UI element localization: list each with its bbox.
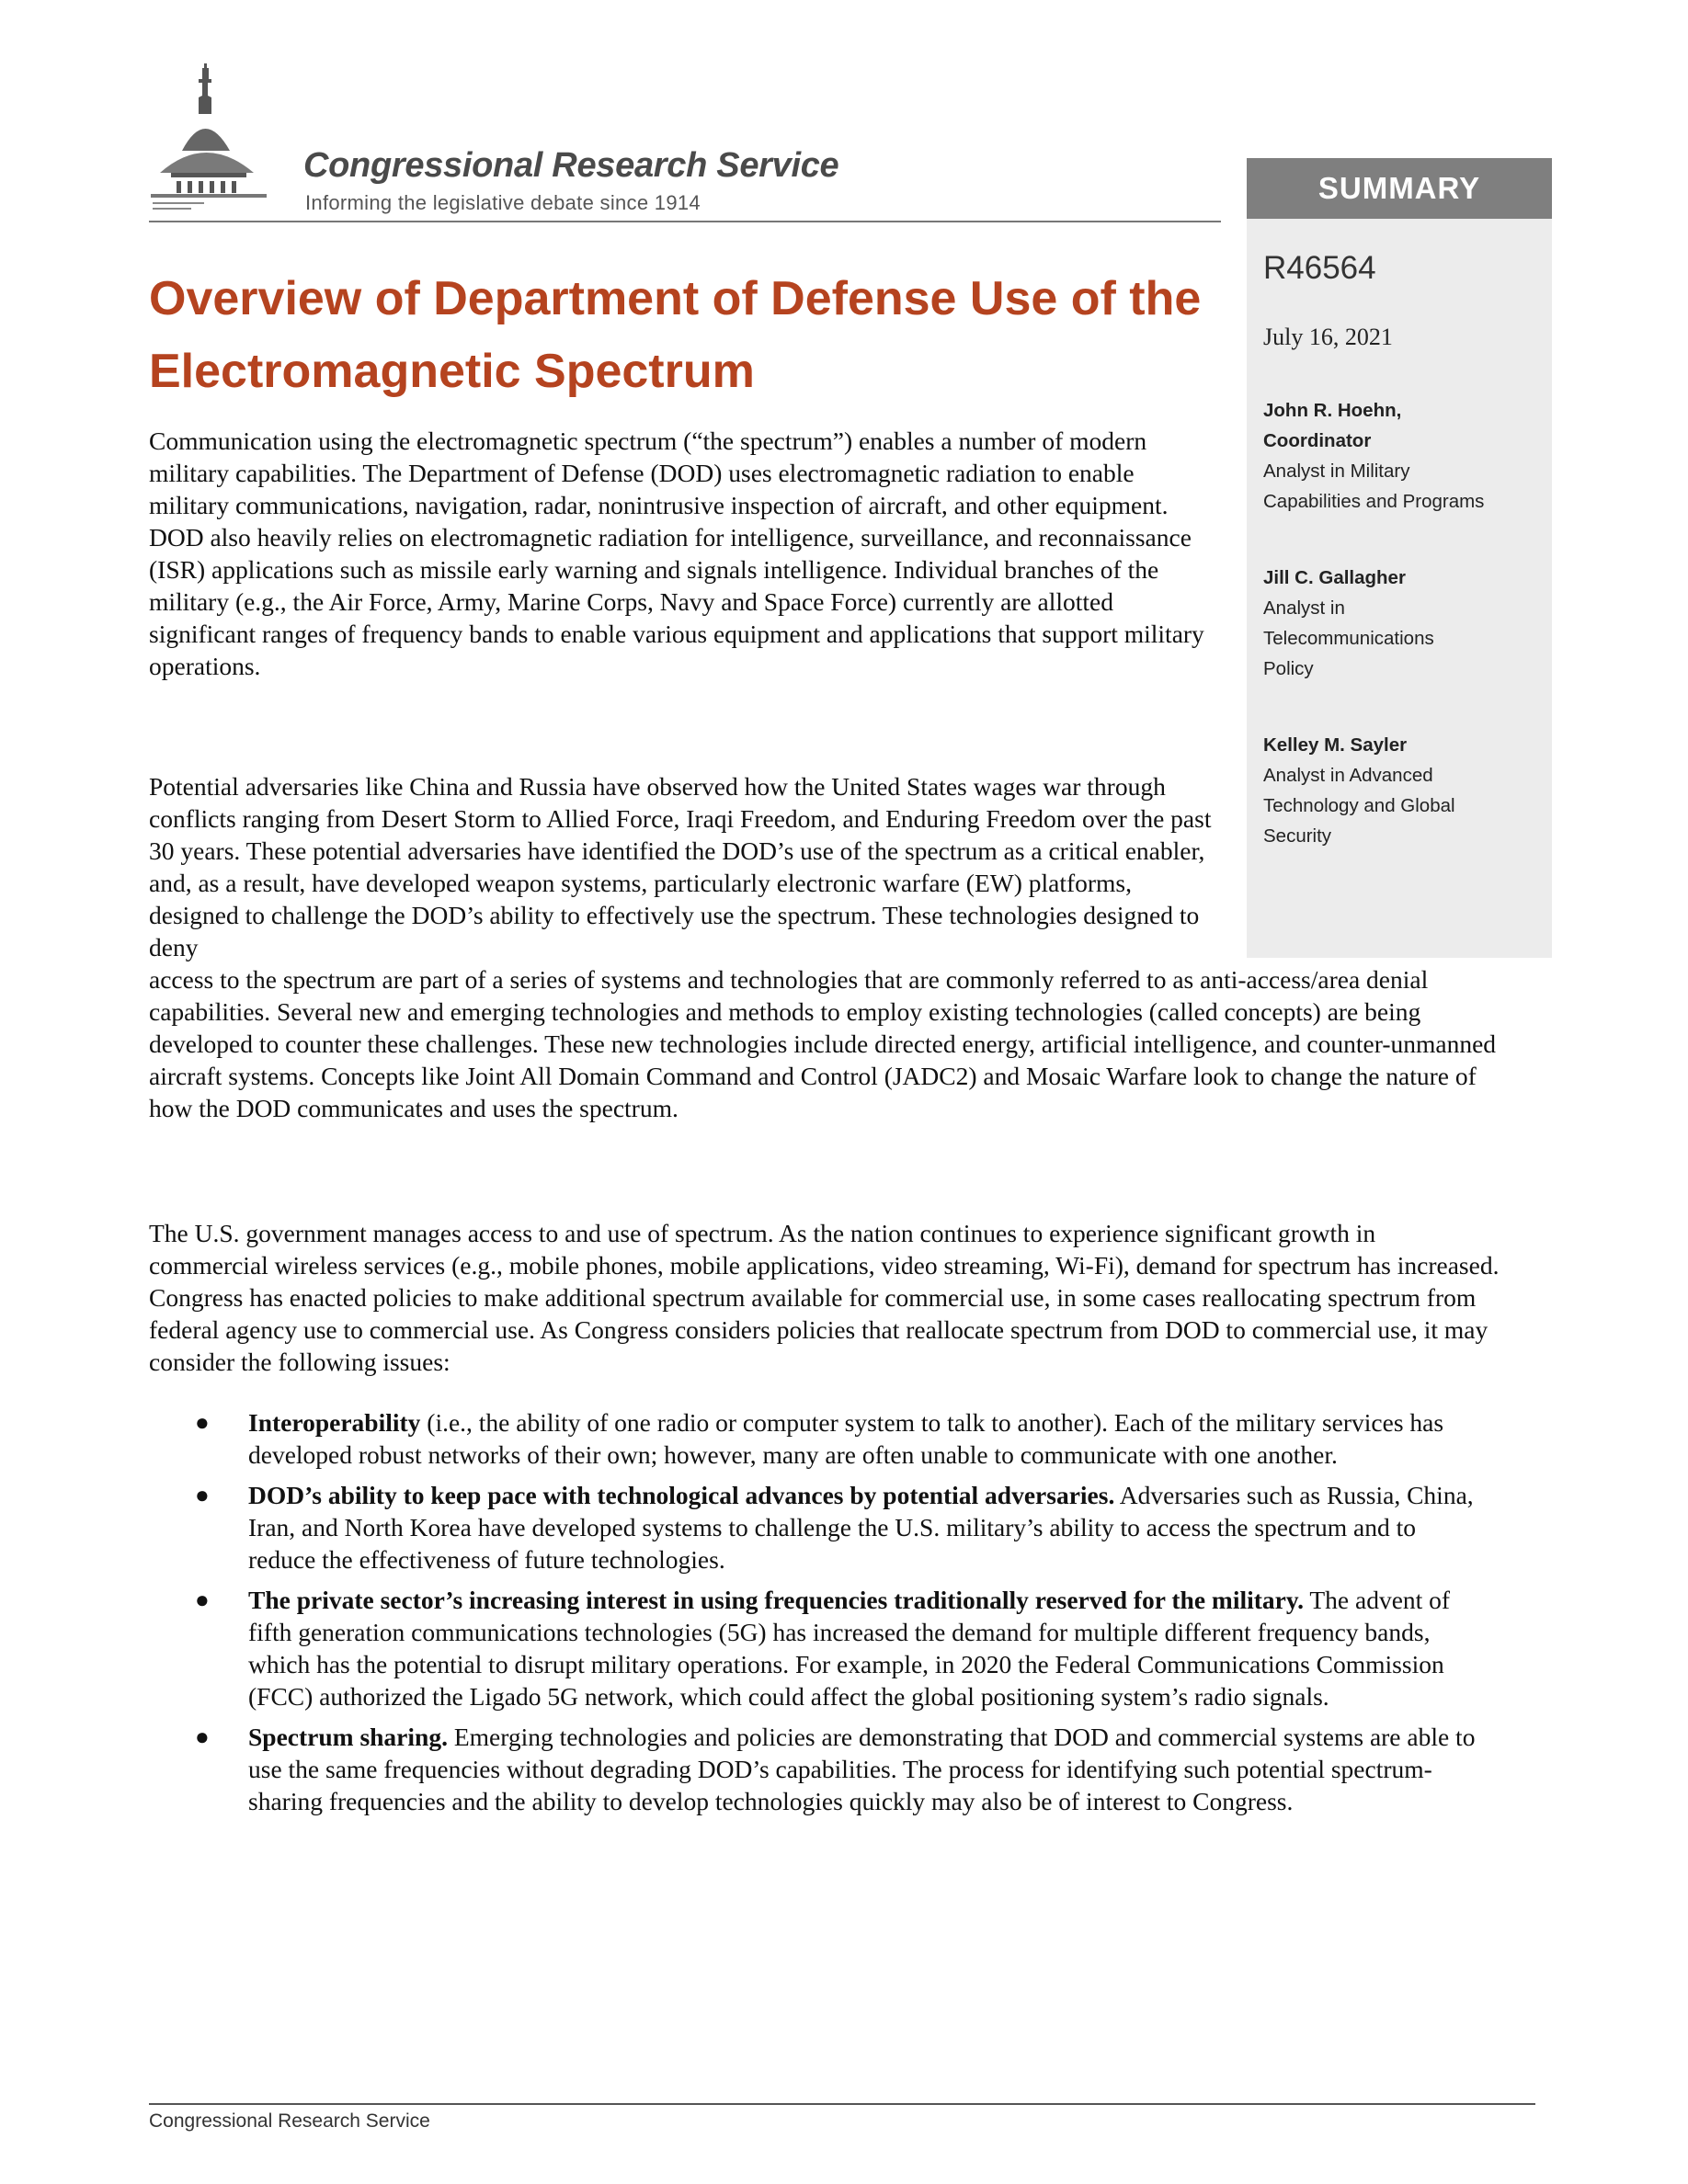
issue-heading: The private sector’s increasing interest in using frequencies traditionally reserved for the military. (248, 1586, 1304, 1614)
author-title: Technology and Global (1263, 795, 1455, 816)
bullet-icon: ● (195, 1482, 210, 1508)
bullet-icon: ● (195, 1409, 210, 1436)
author-title: Security (1263, 825, 1332, 847)
issue-heading: Interoperability (248, 1408, 421, 1437)
report-number: R46564 (1263, 250, 1376, 286)
paragraph-segment: Potential adversaries like China and Russia have observed how the United States wages war through conflicts ranging from Desert Storm to Allied Force, Iraqi Freedom, and Enduring Freedom over the past 30 years. These potential adversaries have identified the DOD’s use of the spectrum as a critical enabler, and, as a result, have developed weapon systems, particularly electronic warfare (EW) platforms, designed to challenge the DOD’s ability to effectively use the spectrum. These technologies designed to deny (149, 772, 1212, 961)
author-block (1263, 563, 1548, 684)
issue-text: Emerging technologies and policies are demonstrating that DOD and commercial systems are able to use the same frequencies without degrading DOD’s capabilities. The process for identifying such potential spectrum-sharing frequencies and the ability to develop technologies quickly may also be of interest to Congress. (248, 1723, 1476, 1815)
body-paragraph: The U.S. government manages access to and use of spectrum. As the nation continues to experience significant growth in commercial wireless services (e.g., mobile phones, mobile applications, video streaming, Wi-Fi), demand for spectrum has increased. Congress has enacted policies to make additional spectrum available for commercial use, in some cases reallocating spectrum from federal agency use to commercial use. As Congress considers policies that reallocate spectrum from DOD to commercial use, it may consider the following issues: (149, 1219, 1500, 1376)
org-name: Congressional Research Service (303, 146, 839, 185)
capitol-dome-icon (147, 61, 303, 222)
author-title: Analyst in Advanced (1263, 765, 1433, 786)
footer-rule (149, 2103, 1535, 2105)
org-tagline: Informing the legislative debate since 1914 (305, 191, 701, 214)
document-title: Overview of Department of Defense Use of the Electromagnetic Spectrum (149, 272, 1202, 398)
issue-list (149, 1406, 1482, 1826)
body-paragraph (149, 770, 1500, 1124)
bullet-icon: ● (195, 1723, 210, 1750)
list-item (149, 1479, 1482, 1575)
author-title: Analyst in Military (1263, 461, 1410, 482)
list-item (149, 1406, 1482, 1471)
author-name: Jill C. Gallagher (1263, 567, 1406, 588)
issue-heading: DOD’s ability to keep pace with technological advances by potential adversaries. (248, 1481, 1115, 1509)
author-name: John R. Hoehn, (1263, 400, 1402, 421)
issue-heading: Spectrum sharing. (248, 1723, 448, 1751)
author-title: Policy (1263, 658, 1314, 679)
author-block (1263, 395, 1548, 517)
issue-text: (i.e., the ability of one radio or computer system to talk to another). Each of the military services has developed robust networks of their own; however, many are often unable to communicate with one another. (248, 1408, 1444, 1469)
summary-banner: SUMMARY (1247, 158, 1552, 219)
bullet-icon: ● (195, 1587, 210, 1613)
author-title: Analyst in (1263, 597, 1345, 619)
issue-text: The advent of fifth generation communications technologies (5G) has increased the demand for multiple different frequency bands, which has the potential to disrupt military operations. For example, in 2020 the Federal Communications Commission (FCC) authorized the Ligado 5G network, which could affect the global positioning system’s radio signals. (248, 1586, 1451, 1711)
crs-logo (147, 61, 846, 222)
list-item (149, 1584, 1482, 1712)
author-title: Capabilities and Programs (1263, 491, 1485, 512)
paragraph-segment: access to the spectrum are part of a series of systems and technologies that are commonly referred to as anti-access/area denial capabilities. Several new and emerging technologies and methods to employ existing technologies (called concepts) are being developed to counter these challenges. These new technologies include directed energy, artificial intelligence, and counter-unmanned aircraft systems. Concepts like Joint All Domain Command and Control (JADC2) and Mosaic Warfare look to change the nature of how the DOD communicates and uses the spectrum. (149, 965, 1497, 1122)
author-role: Coordinator (1263, 430, 1372, 451)
header-rule (149, 221, 1221, 222)
list-item (149, 1721, 1482, 1817)
report-date: July 16, 2021 (1263, 324, 1393, 350)
author-title: Telecommunications (1263, 628, 1434, 649)
footer-text: Congressional Research Service (149, 2110, 430, 2132)
author-name: Kelley M. Sayler (1263, 734, 1408, 756)
body-paragraph: Communication using the electromagnetic spectrum (“the spectrum”) enables a number of modern military capabilities. The Department of Defense (DOD) uses electromagnetic radiation to enable military communications, navigation, radar, nonintrusive inspection of aircraft, and other equipment. DOD also heavily relies on electromagnetic radiation for intelligence, surveillance, and reconnaissance (ISR) applications such as missile early warning and signals intelligence. Individual branches of the military (e.g., the Air Force, Army, Marine Corps, Navy and Space Force) currently are allotted significant ranges of frequency bands to enable various equipment and applications that support military operations. (149, 427, 1204, 680)
issue-text: Adversaries such as Russia, China, Iran, and North Korea have developed systems to challenge the U.S. military’s ability to access the spectrum and to reduce the effectiveness of future technologies. (248, 1481, 1474, 1574)
